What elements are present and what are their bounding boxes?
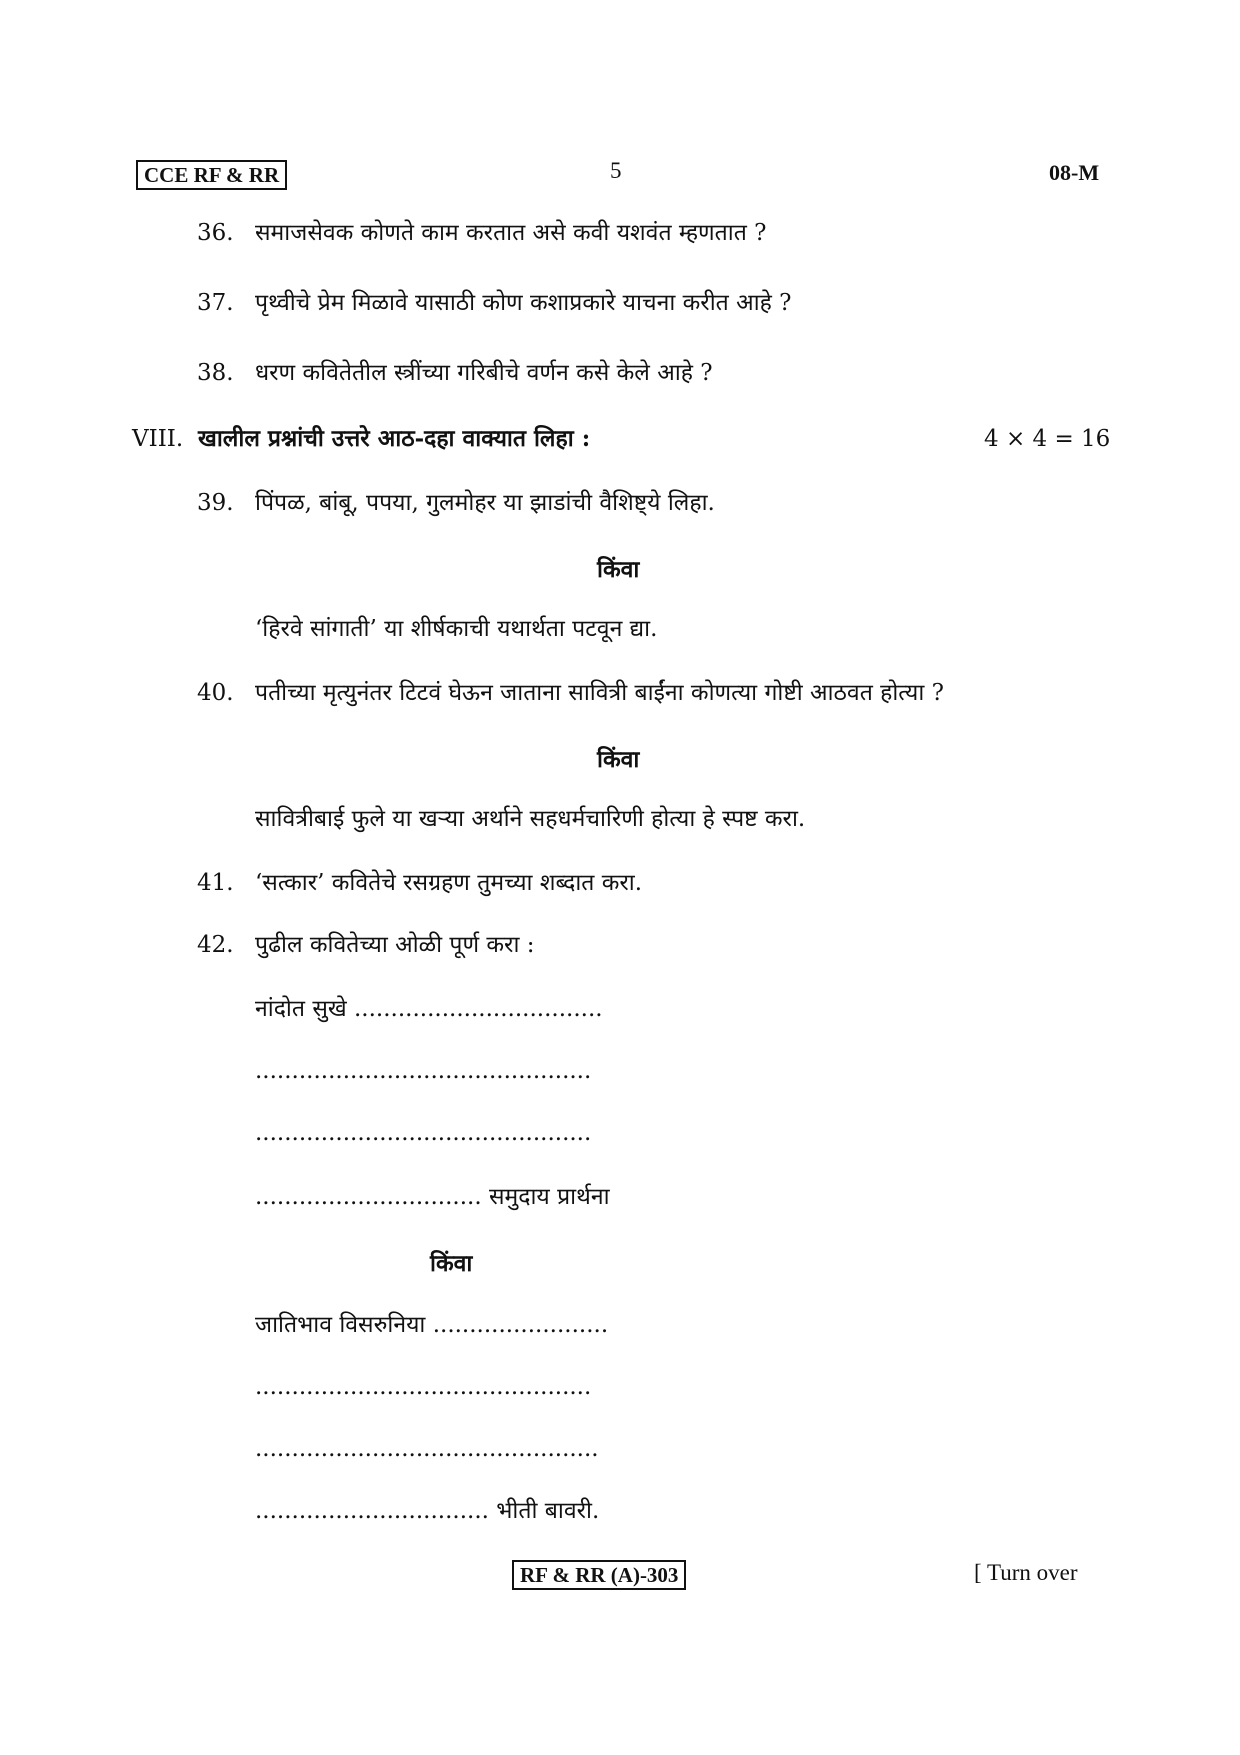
question-40 [197,678,944,708]
header-code-box: CCE RF & RR [136,160,287,190]
question-text: पृथ्वीचे प्रेम मिळावे यासाठी कोण कशाप्रकारे याचना करीत आहे ? [255,290,792,316]
question-41 [197,868,642,898]
question-42 [197,930,534,960]
poem-line: ............................................... [255,1436,599,1462]
poem-line: नांदोत सुखे .................................. [255,996,603,1022]
question-text: पिंपळ, बांबू, पपया, गुलमोहर या झाडांची वैशिष्ट्ये लिहा. [255,490,715,516]
question-40-alt: सावित्रीबाई फुले या खऱ्या अर्थाने सहधर्मचारिणी होत्या हे स्पष्ट करा. [255,806,806,832]
paper-code: 08-M [1049,160,1100,185]
or-label: किंवा [597,746,640,773]
section-roman: VIII. [132,426,184,452]
question-number: 38. [197,360,234,386]
question-text: समाजसेवक कोणते काम करतात असे कवी यशवंत म्हणतात ? [255,220,767,246]
question-text: पतीच्या मृत्युनंतर टिटवं घेऊन जाताना सावित्री बाईंना कोणत्या गोष्टी आठवत होत्या ? [255,680,944,706]
poem-line: .............................................. [255,1374,592,1400]
question-38 [197,358,713,388]
question-text: पुढील कवितेच्या ओळी पूर्ण करा : [255,932,535,958]
section-marks: 4 × 4 = 16 [984,426,1111,452]
question-39-alt: ‘हिरवे सांगाती’ या शीर्षकाची यथार्थता पटवून द्या. [255,616,658,642]
section-heading [132,424,590,454]
poem-line: जातिभाव विसरुनिया ........................ [255,1312,609,1338]
or-label: किंवा [597,556,640,583]
footer-code-box: RF & RR (A)-303 [512,1560,686,1590]
question-number: 36. [197,220,234,246]
question-number: 37. [197,290,234,316]
poem-line: .............................................. [255,1120,592,1146]
page-number: 5 [610,158,622,183]
question-text: धरण कवितेतील स्त्रींच्या गरिबीचे वर्णन कसे केले आहे ? [255,360,713,386]
question-number: 40. [197,680,234,706]
question-36 [197,218,767,248]
poem-line: ............................... समुदाय प्रार्थना [255,1184,610,1210]
question-number: 42. [197,932,234,958]
turn-over: [ Turn over [974,1560,1078,1585]
poem-line: ................................ भीती बावरी. [255,1498,600,1524]
question-number: 39. [197,490,234,516]
question-37 [197,288,791,318]
question-number: 41. [197,870,234,896]
question-39 [197,488,715,518]
or-label: किंवा [430,1250,473,1277]
question-text: ‘सत्कार’ कवितेचे रसग्रहण तुमच्या शब्दात करा. [255,870,643,896]
section-title: खालील प्रश्नांची उत्तरे आठ-दहा वाक्यात लिहा : [198,425,591,452]
poem-line: .............................................. [255,1058,592,1084]
